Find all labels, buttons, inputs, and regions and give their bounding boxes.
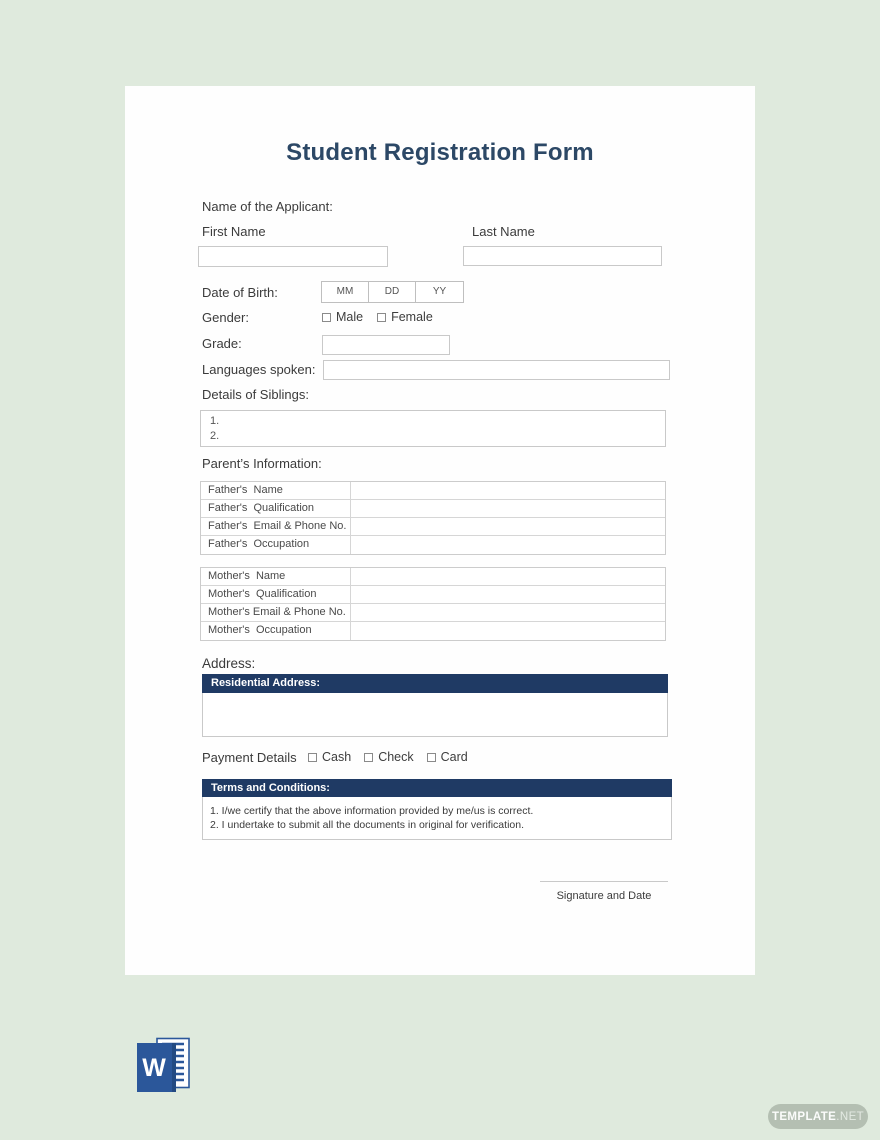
table-row bbox=[201, 500, 665, 518]
signature-line[interactable] bbox=[540, 881, 668, 882]
female-label: Female bbox=[391, 310, 433, 324]
sibling-line-2: 2. bbox=[210, 430, 220, 442]
father-occupation-label: Father's Occupation bbox=[201, 536, 351, 554]
cash-checkbox[interactable] bbox=[308, 753, 317, 762]
check-label: Check bbox=[378, 750, 414, 764]
card-checkbox[interactable] bbox=[427, 753, 436, 762]
badge-secondary-text: .NET bbox=[836, 1110, 865, 1123]
dob-table bbox=[321, 281, 464, 303]
father-name-value[interactable] bbox=[351, 482, 665, 499]
father-table bbox=[200, 481, 666, 555]
last-name-input[interactable] bbox=[463, 246, 662, 266]
payment-option-card[interactable] bbox=[427, 750, 468, 764]
badge-primary-text: TEMPLATE bbox=[771, 1110, 837, 1123]
document-page bbox=[125, 86, 755, 975]
table-row bbox=[201, 604, 665, 622]
mother-name-label: Mother's Name bbox=[201, 568, 351, 585]
gender-option-female[interactable] bbox=[377, 310, 433, 324]
template-net-badge[interactable] bbox=[768, 1104, 868, 1129]
table-row bbox=[201, 536, 665, 554]
terms-box bbox=[202, 797, 672, 840]
mother-qualification-value[interactable] bbox=[351, 586, 665, 603]
father-qualification-value[interactable] bbox=[351, 500, 665, 517]
dob-cell-mm[interactable]: MM bbox=[322, 282, 369, 302]
table-row bbox=[201, 622, 665, 640]
table-row bbox=[201, 568, 665, 586]
grade-label: Grade: bbox=[202, 336, 242, 351]
gender-label: Gender: bbox=[202, 310, 249, 325]
languages-label: Languages spoken: bbox=[202, 362, 316, 377]
male-label: Male bbox=[336, 310, 364, 324]
father-qualification-label: Father's Qualification bbox=[201, 500, 351, 517]
dob-cell-yy[interactable]: YY bbox=[432, 286, 447, 297]
payment-details-label: Payment Details bbox=[202, 750, 297, 765]
mother-table bbox=[200, 567, 666, 641]
last-name-label: Last Name bbox=[472, 224, 535, 239]
signature-label: Signature and Date bbox=[556, 890, 652, 902]
gender-option-male[interactable] bbox=[322, 310, 363, 324]
table-row bbox=[201, 586, 665, 604]
check-checkbox[interactable] bbox=[364, 753, 373, 762]
terms-item-2: 2. I undertake to submit all the documents in original for verification. bbox=[210, 819, 524, 831]
page-title: Student Registration Form bbox=[286, 139, 594, 166]
grade-input[interactable] bbox=[322, 335, 450, 355]
residential-address-box[interactable] bbox=[202, 693, 668, 737]
female-checkbox[interactable] bbox=[377, 313, 386, 322]
word-icon-letter: W bbox=[142, 1054, 166, 1082]
ms-word-icon[interactable] bbox=[135, 1036, 191, 1093]
ms-word-icon-graphic bbox=[135, 1036, 191, 1093]
languages-input[interactable] bbox=[323, 360, 670, 380]
card-label: Card bbox=[440, 750, 468, 764]
first-name-label: First Name bbox=[202, 224, 266, 239]
payment-option-check[interactable] bbox=[364, 750, 413, 764]
male-checkbox[interactable] bbox=[322, 313, 331, 322]
father-name-label: Father's Name bbox=[201, 482, 351, 499]
address-section-label: Address: bbox=[202, 656, 256, 671]
terms-item-1: 1. I/we certify that the above information provided by me/us is correct. bbox=[210, 805, 534, 817]
parents-section-label: Parent’s Information: bbox=[202, 456, 322, 471]
terms-header: Terms and Conditions: bbox=[202, 779, 672, 797]
father-email-phone-value[interactable] bbox=[351, 518, 665, 535]
mother-occupation-label: Mother's Occupation bbox=[201, 622, 351, 640]
siblings-box[interactable] bbox=[200, 410, 666, 447]
father-occupation-value[interactable] bbox=[351, 536, 665, 554]
table-row bbox=[201, 482, 665, 500]
mother-email-phone-label: Mother's Email & Phone No. bbox=[201, 604, 351, 621]
first-name-input[interactable] bbox=[198, 246, 388, 267]
mother-qualification-label: Mother's Qualification bbox=[201, 586, 351, 603]
gender-options bbox=[322, 310, 433, 324]
sibling-line-1: 1. bbox=[210, 415, 220, 427]
mother-occupation-value[interactable] bbox=[351, 622, 665, 640]
applicant-section-label: Name of the Applicant: bbox=[202, 199, 333, 214]
cash-label: Cash bbox=[322, 750, 352, 764]
mother-email-phone-value[interactable] bbox=[351, 604, 665, 621]
dob-label: Date of Birth: bbox=[202, 285, 278, 300]
siblings-label: Details of Siblings: bbox=[202, 387, 309, 402]
payment-options bbox=[308, 750, 468, 764]
residential-address-header: Residential Address: bbox=[202, 674, 668, 693]
father-email-phone-label: Father's Email & Phone No. bbox=[201, 518, 351, 535]
payment-option-cash[interactable] bbox=[308, 750, 351, 764]
table-row bbox=[201, 518, 665, 536]
dob-cell-dd[interactable]: DD bbox=[369, 282, 416, 302]
mother-name-value[interactable] bbox=[351, 568, 665, 585]
